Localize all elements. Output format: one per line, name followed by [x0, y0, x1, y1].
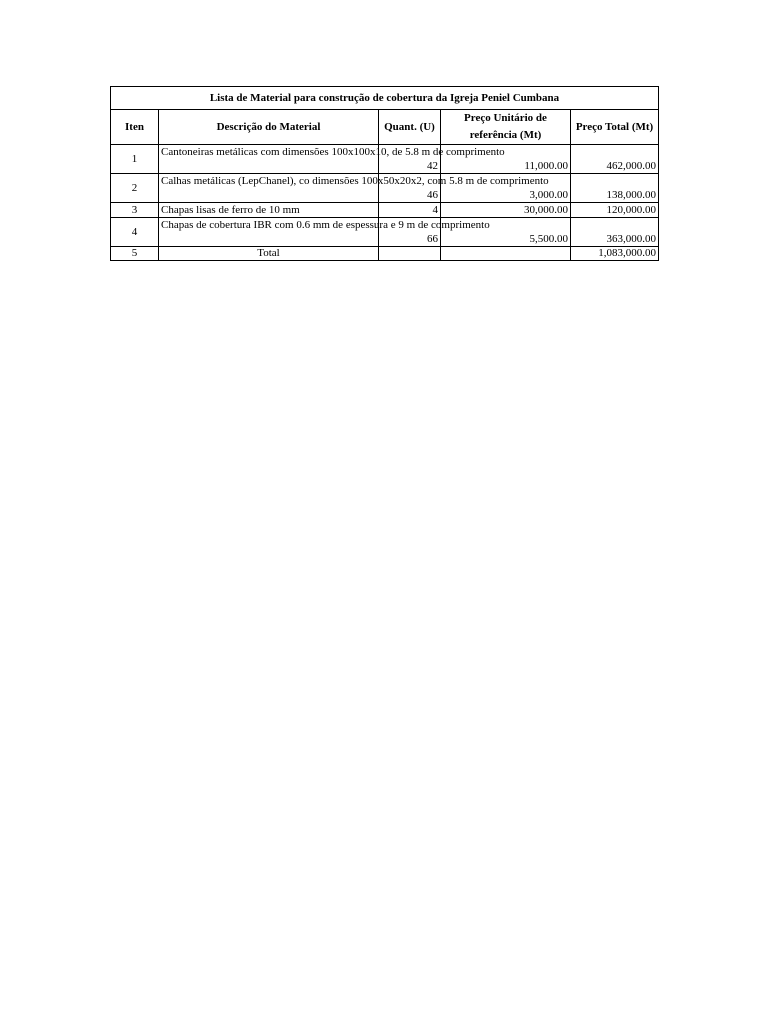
cell-grand-total: 1,083,000.00 — [571, 247, 659, 261]
table-header-row — [111, 110, 659, 145]
cell-description: Calhas metálicas (LepChanel), co dimensões 100x50x20x2, com 5.8 m de comprimento — [159, 174, 379, 203]
header-item: Iten — [111, 110, 159, 145]
table-row — [111, 218, 659, 247]
cell-total-unit-price-empty — [441, 247, 571, 261]
table-total-row — [111, 247, 659, 261]
cell-unit-price: 3,000.00 — [441, 174, 571, 203]
cell-total-quantity-empty — [379, 247, 441, 261]
cell-quantity: 42 — [379, 145, 441, 174]
cell-unit-price: 11,000.00 — [441, 145, 571, 174]
header-unit-price: Preço Unitário de referência (Mt) — [441, 110, 571, 145]
header-description: Descrição do Material — [159, 110, 379, 145]
cell-quantity: 46 — [379, 174, 441, 203]
cell-description: Chapas de cobertura IBR com 0.6 mm de espessura e 9 m de comprimento — [159, 218, 379, 247]
cell-total-price: 120,000.00 — [571, 203, 659, 218]
cell-item: 2 — [111, 174, 159, 203]
cell-quantity: 66 — [379, 218, 441, 247]
cell-description: Cantoneiras metálicas com dimensões 100x100x10, de 5.8 m de comprimento — [159, 145, 379, 174]
table-row — [111, 145, 659, 174]
cell-total-price: 138,000.00 — [571, 174, 659, 203]
cell-total-label: Total — [159, 247, 379, 261]
table-title: Lista de Material para construção de cobertura da Igreja Peniel Cumbana — [111, 87, 659, 110]
cell-unit-price: 30,000.00 — [441, 203, 571, 218]
table-row — [111, 203, 659, 218]
table-title-row — [111, 87, 659, 110]
header-total-price: Preço Total (Mt) — [571, 110, 659, 145]
material-table — [110, 86, 659, 261]
cell-item: 4 — [111, 218, 159, 247]
cell-item: 1 — [111, 145, 159, 174]
material-list-sheet — [110, 86, 658, 261]
cell-total-price: 462,000.00 — [571, 145, 659, 174]
cell-item: 3 — [111, 203, 159, 218]
cell-quantity: 4 — [379, 203, 441, 218]
cell-total-price: 363,000.00 — [571, 218, 659, 247]
cell-description: Chapas lisas de ferro de 10 mm — [159, 203, 379, 218]
header-quantity: Quant. (U) — [379, 110, 441, 145]
cell-unit-price: 5,500.00 — [441, 218, 571, 247]
table-row — [111, 174, 659, 203]
cell-total-item: 5 — [111, 247, 159, 261]
